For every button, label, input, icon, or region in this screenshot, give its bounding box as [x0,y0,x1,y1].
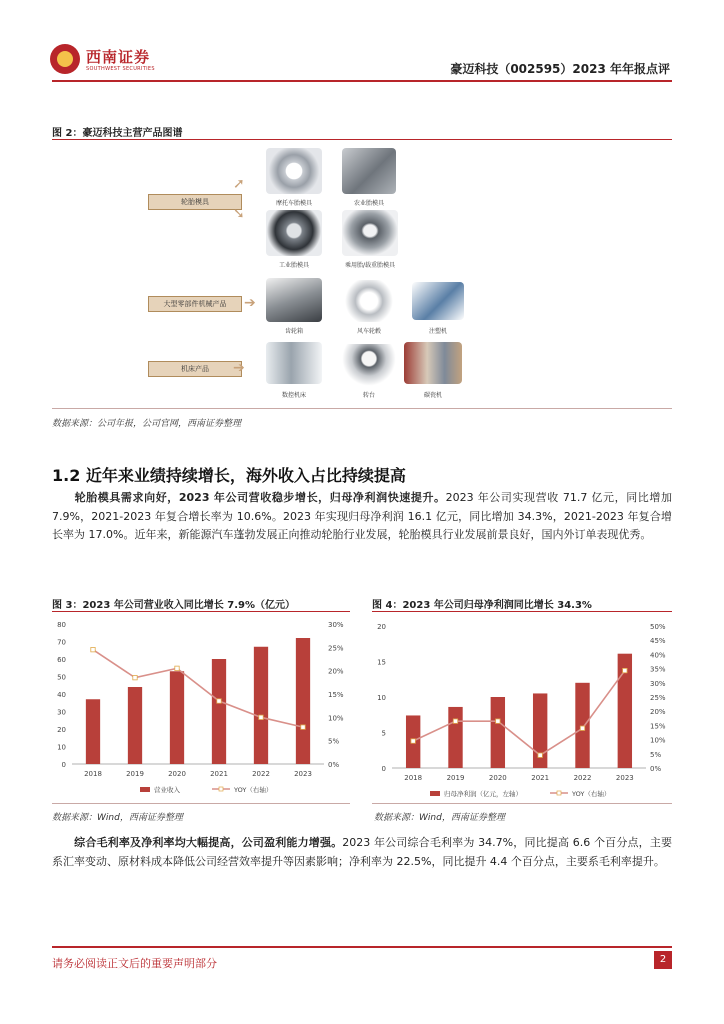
figure3-source: 数据来源：Wind，西南证券整理 [52,813,183,823]
y2-tick-label: 45% [650,637,666,646]
figure4-bottom-rule [372,803,672,804]
y2-tick-label: 10% [650,736,666,745]
bar [491,697,505,768]
section-title: 1.2 近年来业绩持续增长，海外收入占比持续提高 [52,466,406,485]
x-tick-label: 2023 [294,770,312,778]
yoy-point [623,668,627,672]
yoy-point [175,666,179,670]
y-tick-label: 20 [57,726,66,734]
legend-swatch-marker [219,787,223,791]
y2-tick-label: 30% [328,621,344,629]
caption-agri-mold: 农业胎模具 [353,200,384,207]
x-tick-label: 2023 [615,774,634,782]
paragraph-revenue-lead: 轮胎模具需求向好，2023 年公司营收稳步增长，归母净利润快速提升。 [74,491,446,504]
bar [212,659,226,764]
y2-tick-label: 15% [328,691,344,699]
x-tick-label: 2022 [573,774,592,782]
yoy-point [453,719,457,723]
figure2-top-rule [52,139,672,140]
x-tick-label: 2018 [404,774,423,782]
yoy-point [91,647,95,651]
figure3-top-rule [52,611,350,612]
yoy-point [133,675,137,679]
legend-label-line: YOY（右轴） [572,790,611,798]
caption-wind-hub: 风车轮毂 [356,328,381,335]
legend-swatch-bar [140,787,150,792]
y2-tick-label: 50% [650,623,666,631]
product-image-cnc-machine [266,342,322,384]
arrow-right-icon: ➔ [233,360,245,376]
footer-disclaimer: 请务必阅读正文后的重要声明部分 [52,957,217,970]
bar [254,647,268,764]
y2-tick-label: 35% [650,665,666,674]
category-tire-mold: 轮胎模具 [148,194,242,210]
x-tick-label: 2018 [84,770,102,778]
y-tick-label: 50 [57,673,66,682]
bar [170,671,184,764]
bar [86,699,100,764]
y2-tick-label: 5% [328,737,340,746]
paragraph-margin-lead: 综合毛利率及净利率均大幅提高，公司盈利能力增强。 [74,836,343,849]
page-number: 2 [654,951,672,969]
bar [448,707,462,768]
figure3-title: 图 3：2023 年公司营业收入同比增长 7.9%（亿元） [52,600,295,611]
category-large-parts: 大型零部件机械产品 [148,296,242,312]
yoy-point [259,715,263,719]
y-tick-label: 70 [57,638,66,647]
y2-tick-label: 5% [650,750,662,759]
figure2-source: 数据来源：公司年报，公司官网，西南证券整理 [52,419,242,429]
product-image-gearbox [266,278,322,322]
x-tick-label: 2020 [488,774,507,782]
x-tick-label: 2020 [168,770,186,778]
revenue-chart [52,614,352,802]
yoy-point [301,725,305,729]
logo-name: 西南证券 [86,48,151,66]
y-tick-label: 0 [381,765,386,773]
y2-tick-label: 40% [650,651,666,660]
footer-rule [52,946,672,948]
caption-cnc-machine: 数控机床 [281,392,306,399]
y2-tick-label: 20% [328,667,344,676]
arrow-right-icon: ➔ [244,295,256,311]
product-image-injection-machine [412,282,464,320]
yoy-point [538,753,542,757]
y2-tick-label: 25% [328,644,344,653]
category-machine-tools: 机床产品 [148,361,242,377]
caption-passenger-mold: 乘用胎/载重胎模具 [344,262,396,269]
caption-injection-machine: 注塑机 [428,328,447,335]
yoy-point [217,699,221,703]
x-tick-label: 2019 [126,770,144,778]
figure2-bottom-rule [52,408,672,409]
y2-tick-label: 0% [650,765,662,773]
paragraph-margin-body: 2023 年公司综合毛利率为 34.7%，同比提高 6.6 个百分点，主要系汇率变动、原材料成本降低公司经营效率提升等因素影响；净利率为 22.5%，同比提升 4.4 个百分点，主要系毛利率提升。 [52,836,673,868]
product-image-passenger-mold [342,210,398,256]
paragraph-revenue [52,489,672,545]
product-image-agri-mold [342,148,396,194]
x-tick-label: 2022 [252,770,270,778]
y-tick-label: 0 [61,761,66,769]
figure3-bottom-rule [52,803,350,804]
x-tick-label: 2021 [531,774,550,782]
caption-gearbox: 齿轮箱 [284,328,303,335]
legend-label-bar: 营业收入 [154,786,180,794]
y-tick-label: 15 [377,658,386,667]
legend-swatch-bar [430,791,440,796]
y2-tick-label: 0% [328,761,340,769]
y2-tick-label: 25% [650,694,666,702]
y-tick-label: 30 [57,708,66,717]
yoy-point [496,719,500,723]
arrow-up-icon: ➚ [233,176,245,192]
paragraph-revenue-body: 2023 年公司实现营收 71.7 亿元，同比增加 7.9%，2021-2023 年复合增长率为 10.6%。2023 年实现归母净利润 16.1 亿元，同比增加 34.3%，2021-2023 年复合增长率为 17.0%。近年来，新能源汽车蓬勃发展正向推动轮胎行业发展，轮胎模具行业发展前景良好，国内外订单表现优秀。 [52,491,672,541]
x-tick-label: 2019 [446,774,465,782]
yoy-point [411,739,415,743]
y-tick-label: 10 [57,743,66,752]
caption-carbon-machine: 碳瓷机 [423,392,442,399]
caption-industrial-mold: 工业胎模具 [278,262,309,269]
y-tick-label: 80 [57,621,66,629]
bar [128,687,142,764]
figure4-top-rule [372,611,672,612]
product-image-motorcycle-mold [266,148,322,194]
caption-rotary-table: 转台 [362,392,375,399]
product-image-carbon-machine [404,342,462,384]
product-image-rotary-table [342,344,396,386]
y-tick-label: 5 [381,729,386,738]
y2-tick-label: 10% [328,714,344,723]
y-tick-label: 10 [377,694,386,702]
figure4-source: 数据来源：Wind，西南证券整理 [374,813,505,823]
product-image-industrial-mold [266,210,322,256]
bar [575,683,589,768]
legend-label-bar: 归母净利润（亿元，左轴） [444,790,522,798]
logo-subtitle: SOUTHWEST SECURITIES [86,66,155,72]
figure2-title: 图 2：豪迈科技主营产品图谱 [52,128,183,139]
yoy-line [93,650,303,727]
profit-chart [372,614,672,802]
y-tick-label: 60 [57,656,66,664]
caption-motorcycle-mold: 摩托车胎模具 [275,200,312,207]
arrow-down-icon: ➘ [233,206,245,222]
report-title: 豪迈科技（002595）2023 年年报点评 [450,62,670,76]
yoy-line [413,671,625,756]
yoy-point [580,726,584,730]
figure4-title: 图 4：2023 年公司归母净利润同比增长 34.3% [372,600,592,611]
y-tick-label: 40 [57,691,66,699]
header-rule [52,80,672,82]
bar [296,638,310,764]
paragraph-margin [52,834,672,871]
y-tick-label: 20 [377,623,386,631]
y2-tick-label: 20% [650,708,666,717]
product-image-wind-hub [342,280,396,322]
y2-tick-label: 30% [650,679,666,688]
legend-label-line: YOY（右轴） [234,786,273,794]
x-tick-label: 2021 [210,770,228,778]
y2-tick-label: 15% [650,722,666,731]
legend-swatch-marker [557,791,561,795]
logo-mark-inner [57,51,73,67]
